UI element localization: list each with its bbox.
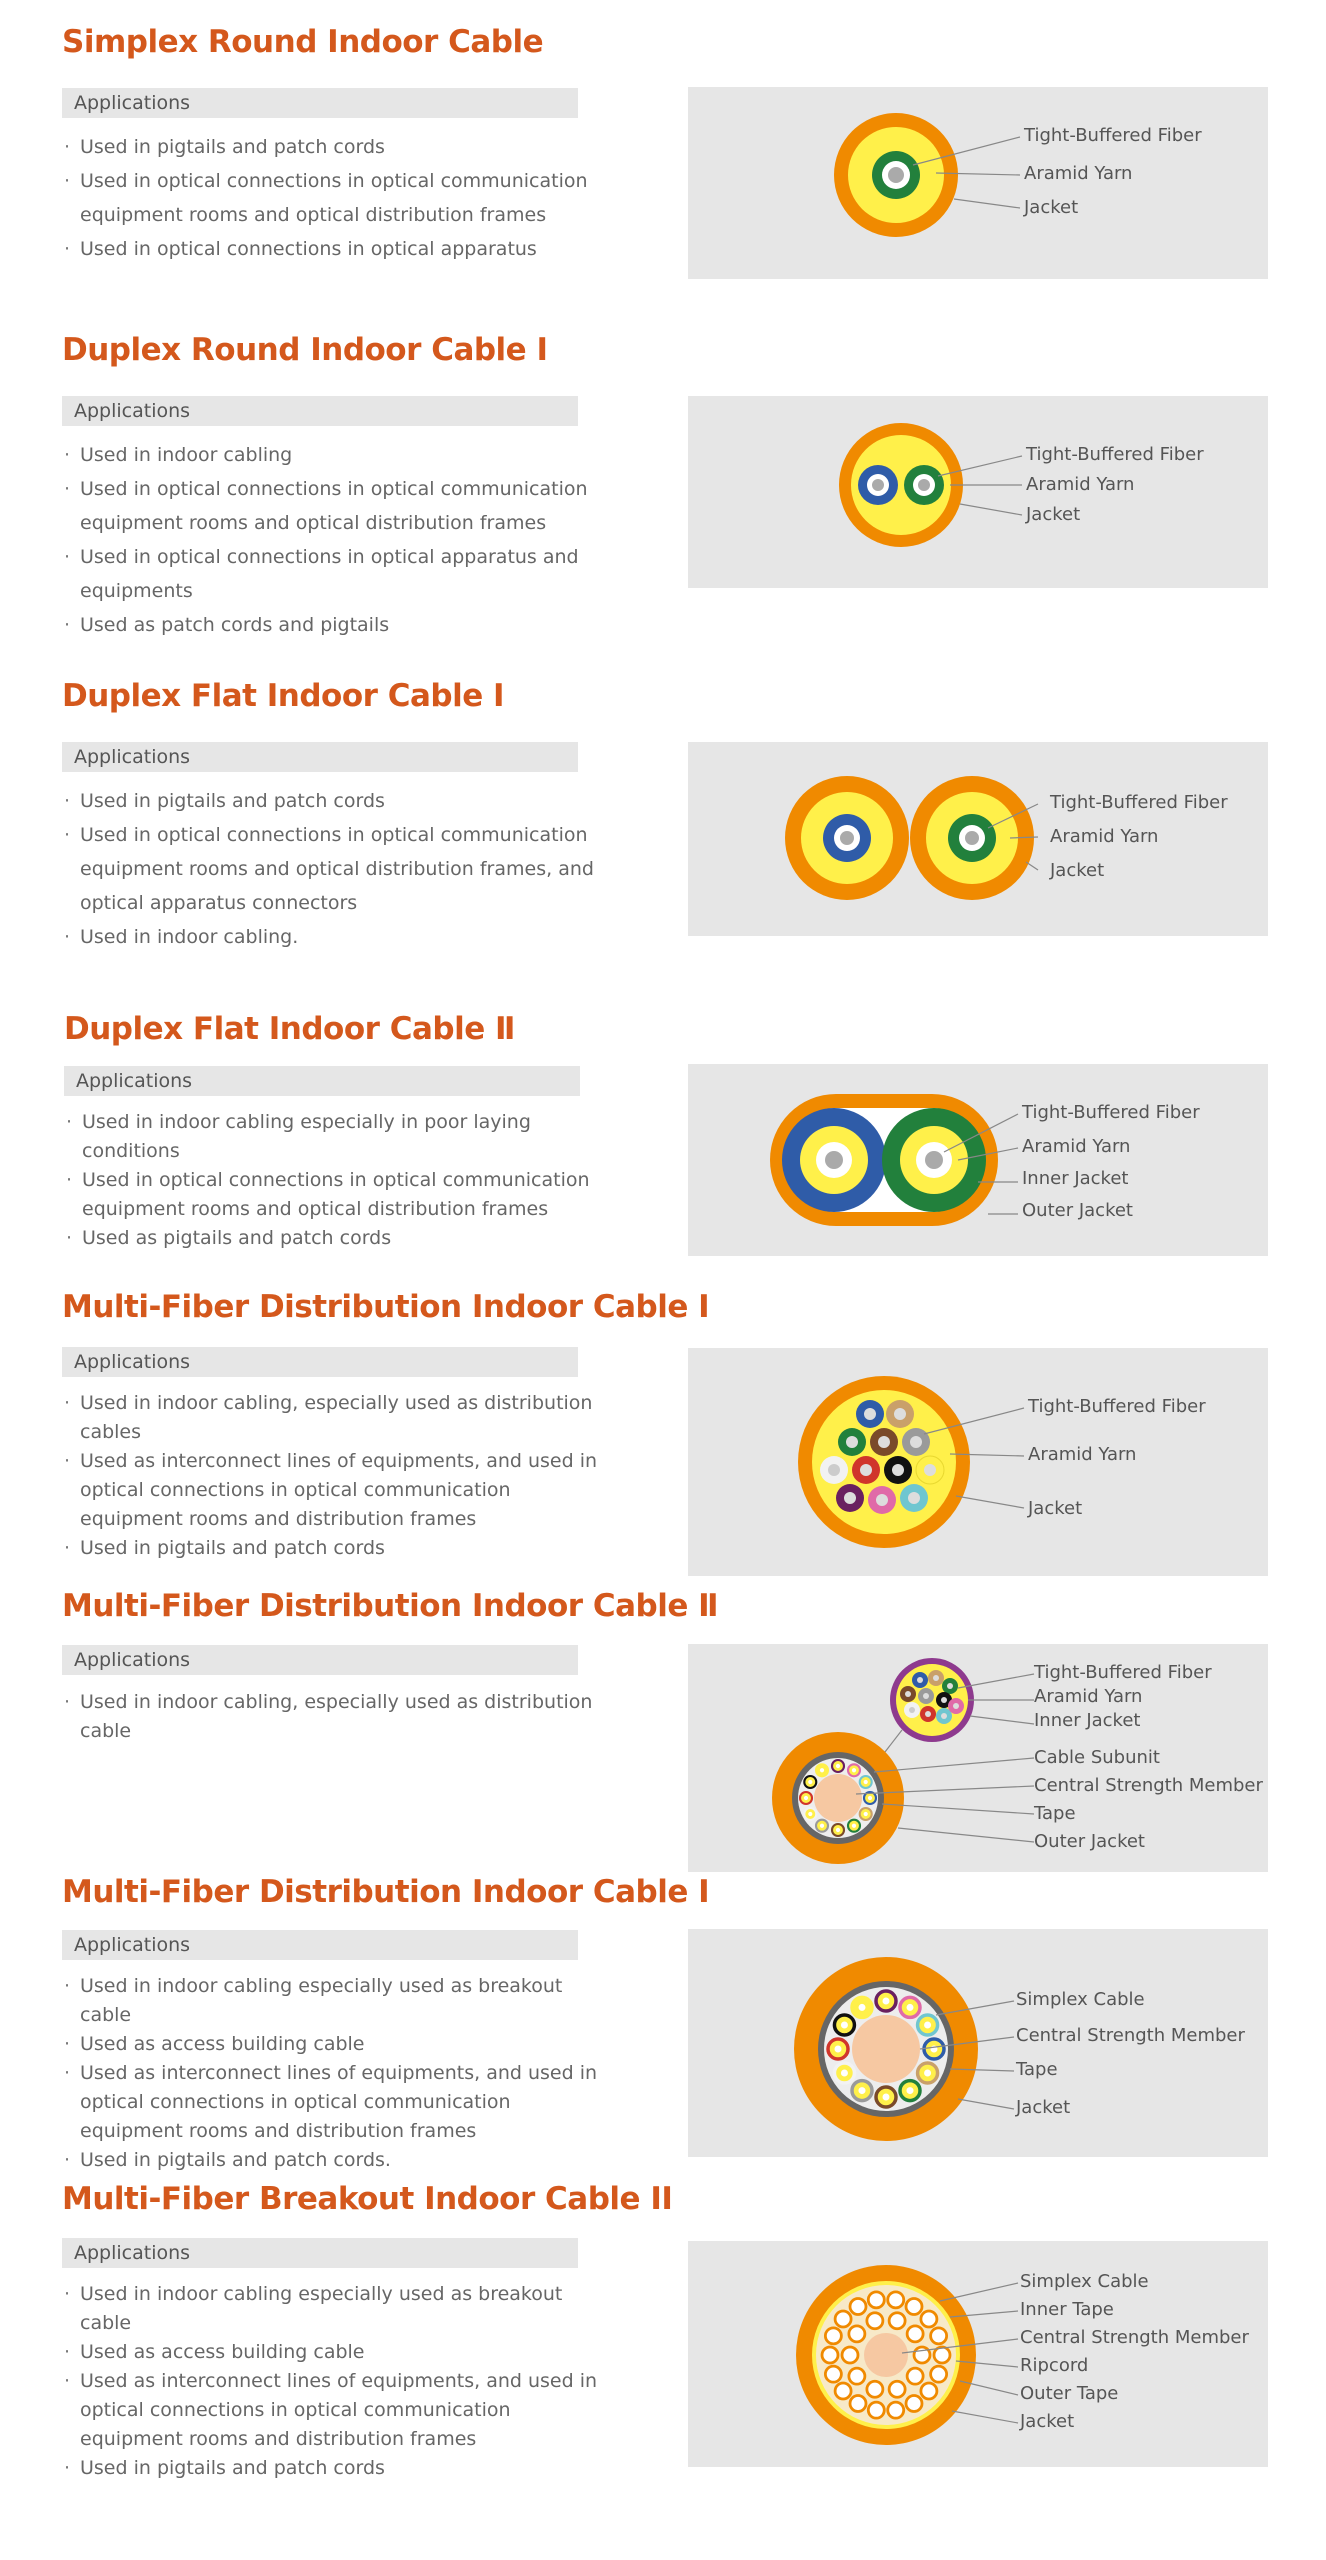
label-tight-buffered-fiber: Tight-Buffered Fiber: [1034, 1662, 1212, 1683]
label-outer-tape: Outer Tape: [1020, 2383, 1119, 2404]
applications-header: [62, 1645, 578, 1675]
cable-diagram: [688, 742, 1268, 936]
applications-label: Applications: [74, 2242, 191, 2264]
label-outer-jacket: Outer Jacket: [1022, 1200, 1133, 1221]
section-title: Multi-Fiber Breakout Indoor Cable II: [62, 2181, 673, 2217]
label-jacket: Jacket: [1026, 504, 1081, 525]
applications-header: [62, 396, 578, 426]
list-item: · Used in indoor cabling: [62, 438, 602, 472]
applications-list: [62, 438, 602, 642]
list-item: · Used in indoor cabling especially used as breakout cable: [62, 1972, 602, 2030]
label-jacket: Jacket: [1016, 2097, 1071, 2118]
label-aramid-yarn: Aramid Yarn: [1050, 826, 1159, 847]
label-aramid-yarn: Aramid Yarn: [1022, 1136, 1131, 1157]
list-item: · Used as pigtails and patch cords: [64, 1224, 604, 1253]
applications-label: Applications: [74, 746, 191, 768]
section-title: Simplex Round Indoor Cable: [62, 24, 544, 60]
list-item: · Used in indoor cabling especially in poor laying conditions: [64, 1108, 604, 1166]
cable-diagram: [688, 396, 1268, 588]
list-item: · Used as interconnect lines of equipments, and used in optical connections in optical communication equipment rooms and distribution frames: [62, 2367, 602, 2454]
cross-section-graphic: [688, 396, 1268, 588]
list-item: · Used in indoor cabling especially used as breakout cable: [62, 2280, 602, 2338]
list-item: · Used in optical connections in optical apparatus and equipments: [62, 540, 602, 608]
label-aramid-yarn: Aramid Yarn: [1028, 1444, 1137, 1465]
cross-section-graphic: [688, 87, 1268, 279]
list-item: · Used in pigtails and patch cords: [62, 2454, 602, 2483]
applications-header: [62, 742, 578, 772]
list-item: · Used in optical connections in optical communication equipment rooms and optical distribution frames: [62, 164, 602, 232]
label-jacket: Jacket: [1050, 860, 1105, 881]
label-simplex-cable: Simplex Cable: [1020, 2271, 1149, 2292]
label-aramid-yarn: Aramid Yarn: [1026, 474, 1135, 495]
cross-section-graphic: [688, 1348, 1268, 1576]
applications-label: Applications: [74, 1351, 191, 1373]
applications-list: [62, 130, 602, 266]
section-title: Multi-Fiber Distribution Indoor Cable Ⅱ: [62, 1588, 719, 1624]
applications-label: Applications: [74, 400, 191, 422]
cross-section-graphic: [688, 1064, 1268, 1256]
label-inner-tape: Inner Tape: [1020, 2299, 1114, 2320]
label-inner-jacket: Inner Jacket: [1034, 1710, 1141, 1731]
section-title: Multi-Fiber Distribution Indoor Cable Ⅰ: [62, 1874, 710, 1910]
applications-header: [62, 1930, 578, 1960]
cable-diagram: [688, 87, 1268, 279]
list-item: · Used as access building cable: [62, 2338, 602, 2367]
label-aramid-yarn: Aramid Yarn: [1034, 1686, 1143, 1707]
section-title: Duplex Flat Indoor Cable Ⅱ: [64, 1011, 515, 1047]
applications-list: [62, 1972, 602, 2175]
cable-diagram: [688, 1929, 1268, 2157]
list-item: · Used as patch cords and pigtails: [62, 608, 602, 642]
label-tight-buffered-fiber: Tight-Buffered Fiber: [1022, 1102, 1200, 1123]
applications-label: Applications: [76, 1070, 193, 1092]
applications-label: Applications: [74, 1649, 191, 1671]
cable-diagram: [688, 1064, 1268, 1256]
list-item: · Used in optical connections in optical apparatus: [62, 232, 602, 266]
label-central-strength-member: Central Strength Member: [1016, 2025, 1245, 2046]
applications-list: [64, 1108, 604, 1253]
label-jacket: Jacket: [1020, 2411, 1075, 2432]
list-item: · Used in optical connections in optical communication equipment rooms and optical distribution frames: [64, 1166, 604, 1224]
list-item: · Used in indoor cabling, especially used as distribution cables: [62, 1389, 602, 1447]
label-jacket: Jacket: [1024, 197, 1079, 218]
label-central-strength-member: Central Strength Member: [1034, 1775, 1263, 1796]
applications-list: [62, 2280, 602, 2483]
label-outer-jacket: Outer Jacket: [1034, 1831, 1145, 1852]
label-tight-buffered-fiber: Tight-Buffered Fiber: [1028, 1396, 1206, 1417]
list-item: · Used as access building cable: [62, 2030, 602, 2059]
cable-diagram: [688, 1644, 1268, 1872]
label-tight-buffered-fiber: Tight-Buffered Fiber: [1050, 792, 1228, 813]
applications-list: [62, 1688, 602, 1746]
applications-header: [62, 1347, 578, 1377]
label-tight-buffered-fiber: Tight-Buffered Fiber: [1024, 125, 1202, 146]
label-jacket: Jacket: [1028, 1498, 1083, 1519]
section-title: Multi-Fiber Distribution Indoor Cable Ⅰ: [62, 1289, 710, 1325]
cross-section-graphic: [688, 742, 1268, 936]
applications-header: [64, 1066, 580, 1096]
label-simplex-cable: Simplex Cable: [1016, 1989, 1145, 2010]
list-item: · Used in indoor cabling, especially used as distribution cable: [62, 1688, 602, 1746]
label-ripcord: Ripcord: [1020, 2355, 1089, 2376]
applications-label: Applications: [74, 92, 191, 114]
applications-header: [62, 88, 578, 118]
applications-header: [62, 2238, 578, 2268]
label-tape: Tape: [1034, 1803, 1076, 1824]
label-tight-buffered-fiber: Tight-Buffered Fiber: [1026, 444, 1204, 465]
label-cable-subunit: Cable Subunit: [1034, 1747, 1160, 1768]
section-title: Duplex Round Indoor Cable Ⅰ: [62, 332, 548, 368]
applications-list: [62, 1389, 602, 1563]
label-tape: Tape: [1016, 2059, 1058, 2080]
list-item: · Used in optical connections in optical communication equipment rooms and optical distribution frames, and optical apparatus connectors: [62, 818, 602, 920]
list-item: · Used in pigtails and patch cords: [62, 784, 602, 818]
label-aramid-yarn: Aramid Yarn: [1024, 163, 1133, 184]
cross-section-graphic: [688, 2241, 1268, 2467]
list-item: · Used in pigtails and patch cords: [62, 130, 602, 164]
cable-diagram: [688, 1348, 1268, 1576]
list-item: · Used in indoor cabling.: [62, 920, 602, 954]
applications-list: [62, 784, 602, 954]
label-inner-jacket: Inner Jacket: [1022, 1168, 1129, 1189]
section-title: Duplex Flat Indoor Cable Ⅰ: [62, 678, 505, 714]
list-item: · Used in pigtails and patch cords.: [62, 2146, 602, 2175]
list-item: · Used as interconnect lines of equipments, and used in optical connections in optical communication equipment rooms and distribution frames: [62, 1447, 602, 1534]
list-item: · Used in pigtails and patch cords: [62, 1534, 602, 1563]
cable-diagram: [688, 2241, 1268, 2467]
list-item: · Used in optical connections in optical communication equipment rooms and optical distribution frames: [62, 472, 602, 540]
applications-label: Applications: [74, 1934, 191, 1956]
list-item: · Used as interconnect lines of equipments, and used in optical connections in optical communication equipment rooms and distribution frames: [62, 2059, 602, 2146]
label-central-strength-member: Central Strength Member: [1020, 2327, 1249, 2348]
